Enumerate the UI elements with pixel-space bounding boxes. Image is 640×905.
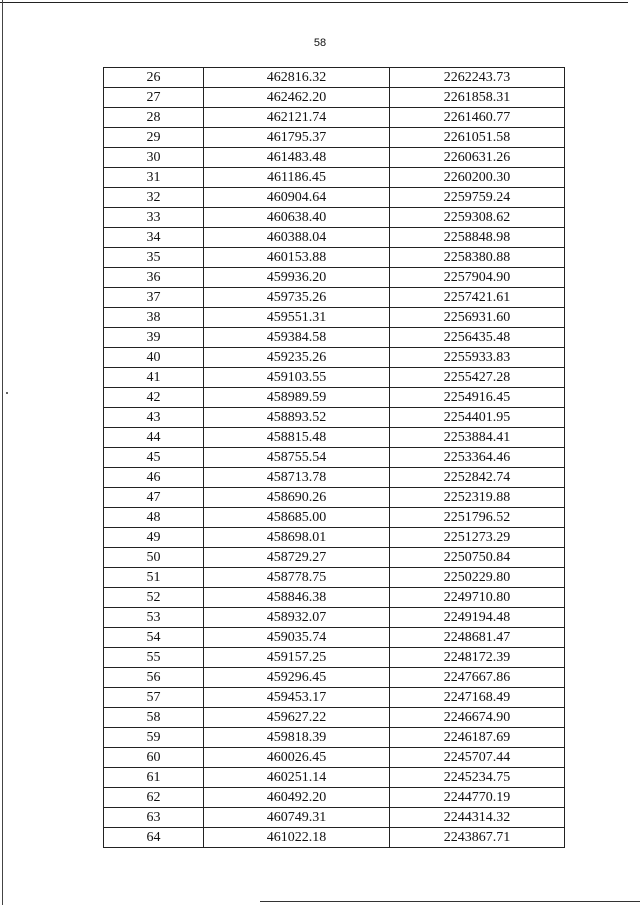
y-coordinate-cell: 2262243.73 xyxy=(390,68,565,88)
coordinates-table xyxy=(103,67,565,848)
point-number-cell: 32 xyxy=(104,188,204,208)
point-number-cell: 59 xyxy=(104,728,204,748)
y-coordinate-cell: 2258380.88 xyxy=(390,248,565,268)
point-number-cell: 38 xyxy=(104,308,204,328)
point-number-cell: 41 xyxy=(104,368,204,388)
point-number-cell: 44 xyxy=(104,428,204,448)
coordinates-table-body xyxy=(104,68,565,848)
y-coordinate-cell: 2251273.29 xyxy=(390,528,565,548)
x-coordinate-cell: 462816.32 xyxy=(204,68,390,88)
point-number-cell: 34 xyxy=(104,228,204,248)
point-number-cell: 62 xyxy=(104,788,204,808)
x-coordinate-cell: 459235.26 xyxy=(204,348,390,368)
point-number-cell: 50 xyxy=(104,548,204,568)
table-row xyxy=(104,388,565,408)
y-coordinate-cell: 2249710.80 xyxy=(390,588,565,608)
table-row xyxy=(104,728,565,748)
table-row xyxy=(104,448,565,468)
table-row xyxy=(104,168,565,188)
scan-speck xyxy=(6,392,8,394)
table-row xyxy=(104,748,565,768)
table-row xyxy=(104,348,565,368)
x-coordinate-cell: 461483.48 xyxy=(204,148,390,168)
table-row xyxy=(104,128,565,148)
point-number-cell: 33 xyxy=(104,208,204,228)
x-coordinate-cell: 462462.20 xyxy=(204,88,390,108)
x-coordinate-cell: 458755.54 xyxy=(204,448,390,468)
table-row xyxy=(104,788,565,808)
y-coordinate-cell: 2255933.83 xyxy=(390,348,565,368)
x-coordinate-cell: 459296.45 xyxy=(204,668,390,688)
y-coordinate-cell: 2246187.69 xyxy=(390,728,565,748)
x-coordinate-cell: 460638.40 xyxy=(204,208,390,228)
y-coordinate-cell: 2253364.46 xyxy=(390,448,565,468)
point-number-cell: 42 xyxy=(104,388,204,408)
point-number-cell: 52 xyxy=(104,588,204,608)
x-coordinate-cell: 459551.31 xyxy=(204,308,390,328)
x-coordinate-cell: 461186.45 xyxy=(204,168,390,188)
point-number-cell: 46 xyxy=(104,468,204,488)
table-row xyxy=(104,68,565,88)
table-row xyxy=(104,548,565,568)
table-row xyxy=(104,408,565,428)
left-border-line xyxy=(2,0,3,905)
page-number: 58 xyxy=(313,37,327,49)
y-coordinate-cell: 2260631.26 xyxy=(390,148,565,168)
y-coordinate-cell: 2256931.60 xyxy=(390,308,565,328)
x-coordinate-cell: 458989.59 xyxy=(204,388,390,408)
x-coordinate-cell: 459035.74 xyxy=(204,628,390,648)
x-coordinate-cell: 458846.38 xyxy=(204,588,390,608)
table-row xyxy=(104,588,565,608)
table-row xyxy=(104,188,565,208)
x-coordinate-cell: 459735.26 xyxy=(204,288,390,308)
y-coordinate-cell: 2261051.58 xyxy=(390,128,565,148)
table-row xyxy=(104,108,565,128)
x-coordinate-cell: 460026.45 xyxy=(204,748,390,768)
point-number-cell: 31 xyxy=(104,168,204,188)
table-row xyxy=(104,768,565,788)
x-coordinate-cell: 458778.75 xyxy=(204,568,390,588)
point-number-cell: 35 xyxy=(104,248,204,268)
point-number-cell: 64 xyxy=(104,828,204,848)
table-row xyxy=(104,648,565,668)
table-row xyxy=(104,368,565,388)
point-number-cell: 63 xyxy=(104,808,204,828)
y-coordinate-cell: 2247168.49 xyxy=(390,688,565,708)
bottom-border-line xyxy=(260,901,640,902)
table-row xyxy=(104,248,565,268)
point-number-cell: 30 xyxy=(104,148,204,168)
y-coordinate-cell: 2246674.90 xyxy=(390,708,565,728)
x-coordinate-cell: 460153.88 xyxy=(204,248,390,268)
y-coordinate-cell: 2251796.52 xyxy=(390,508,565,528)
point-number-cell: 54 xyxy=(104,628,204,648)
x-coordinate-cell: 458729.27 xyxy=(204,548,390,568)
point-number-cell: 48 xyxy=(104,508,204,528)
y-coordinate-cell: 2259308.62 xyxy=(390,208,565,228)
x-coordinate-cell: 459103.55 xyxy=(204,368,390,388)
y-coordinate-cell: 2253884.41 xyxy=(390,428,565,448)
table-row xyxy=(104,688,565,708)
table-row xyxy=(104,668,565,688)
point-number-cell: 26 xyxy=(104,68,204,88)
y-coordinate-cell: 2252842.74 xyxy=(390,468,565,488)
x-coordinate-cell: 458815.48 xyxy=(204,428,390,448)
y-coordinate-cell: 2258848.98 xyxy=(390,228,565,248)
y-coordinate-cell: 2260200.30 xyxy=(390,168,565,188)
point-number-cell: 51 xyxy=(104,568,204,588)
point-number-cell: 29 xyxy=(104,128,204,148)
x-coordinate-cell: 461022.18 xyxy=(204,828,390,848)
y-coordinate-cell: 2244770.19 xyxy=(390,788,565,808)
point-number-cell: 27 xyxy=(104,88,204,108)
x-coordinate-cell: 460388.04 xyxy=(204,228,390,248)
table-row xyxy=(104,268,565,288)
y-coordinate-cell: 2254401.95 xyxy=(390,408,565,428)
table-row xyxy=(104,608,565,628)
table-row xyxy=(104,568,565,588)
x-coordinate-cell: 458893.52 xyxy=(204,408,390,428)
y-coordinate-cell: 2257904.90 xyxy=(390,268,565,288)
point-number-cell: 57 xyxy=(104,688,204,708)
point-number-cell: 45 xyxy=(104,448,204,468)
top-border-line xyxy=(0,2,628,3)
table-row xyxy=(104,808,565,828)
table-row xyxy=(104,308,565,328)
x-coordinate-cell: 462121.74 xyxy=(204,108,390,128)
table-row xyxy=(104,628,565,648)
point-number-cell: 40 xyxy=(104,348,204,368)
point-number-cell: 60 xyxy=(104,748,204,768)
y-coordinate-cell: 2243867.71 xyxy=(390,828,565,848)
x-coordinate-cell: 459936.20 xyxy=(204,268,390,288)
point-number-cell: 53 xyxy=(104,608,204,628)
y-coordinate-cell: 2261460.77 xyxy=(390,108,565,128)
table-row xyxy=(104,88,565,108)
point-number-cell: 49 xyxy=(104,528,204,548)
table-row xyxy=(104,488,565,508)
x-coordinate-cell: 460749.31 xyxy=(204,808,390,828)
x-coordinate-cell: 459453.17 xyxy=(204,688,390,708)
y-coordinate-cell: 2244314.32 xyxy=(390,808,565,828)
table-row xyxy=(104,208,565,228)
y-coordinate-cell: 2257421.61 xyxy=(390,288,565,308)
y-coordinate-cell: 2248172.39 xyxy=(390,648,565,668)
y-coordinate-cell: 2259759.24 xyxy=(390,188,565,208)
x-coordinate-cell: 459818.39 xyxy=(204,728,390,748)
x-coordinate-cell: 459157.25 xyxy=(204,648,390,668)
table-row xyxy=(104,288,565,308)
x-coordinate-cell: 460251.14 xyxy=(204,768,390,788)
table-row xyxy=(104,148,565,168)
table-row xyxy=(104,228,565,248)
x-coordinate-cell: 459627.22 xyxy=(204,708,390,728)
point-number-cell: 61 xyxy=(104,768,204,788)
point-number-cell: 55 xyxy=(104,648,204,668)
point-number-cell: 37 xyxy=(104,288,204,308)
point-number-cell: 28 xyxy=(104,108,204,128)
y-coordinate-cell: 2256435.48 xyxy=(390,328,565,348)
x-coordinate-cell: 458698.01 xyxy=(204,528,390,548)
table-row xyxy=(104,708,565,728)
x-coordinate-cell: 458713.78 xyxy=(204,468,390,488)
y-coordinate-cell: 2245707.44 xyxy=(390,748,565,768)
x-coordinate-cell: 458685.00 xyxy=(204,508,390,528)
x-coordinate-cell: 458932.07 xyxy=(204,608,390,628)
y-coordinate-cell: 2249194.48 xyxy=(390,608,565,628)
x-coordinate-cell: 458690.26 xyxy=(204,488,390,508)
point-number-cell: 39 xyxy=(104,328,204,348)
point-number-cell: 43 xyxy=(104,408,204,428)
table-row xyxy=(104,528,565,548)
y-coordinate-cell: 2252319.88 xyxy=(390,488,565,508)
point-number-cell: 56 xyxy=(104,668,204,688)
table-row xyxy=(104,508,565,528)
y-coordinate-cell: 2255427.28 xyxy=(390,368,565,388)
table-row xyxy=(104,428,565,448)
point-number-cell: 58 xyxy=(104,708,204,728)
y-coordinate-cell: 2250750.84 xyxy=(390,548,565,568)
y-coordinate-cell: 2248681.47 xyxy=(390,628,565,648)
y-coordinate-cell: 2250229.80 xyxy=(390,568,565,588)
table-row xyxy=(104,468,565,488)
x-coordinate-cell: 460492.20 xyxy=(204,788,390,808)
y-coordinate-cell: 2247667.86 xyxy=(390,668,565,688)
y-coordinate-cell: 2261858.31 xyxy=(390,88,565,108)
y-coordinate-cell: 2245234.75 xyxy=(390,768,565,788)
point-number-cell: 36 xyxy=(104,268,204,288)
x-coordinate-cell: 461795.37 xyxy=(204,128,390,148)
x-coordinate-cell: 459384.58 xyxy=(204,328,390,348)
x-coordinate-cell: 460904.64 xyxy=(204,188,390,208)
table-row xyxy=(104,328,565,348)
y-coordinate-cell: 2254916.45 xyxy=(390,388,565,408)
point-number-cell: 47 xyxy=(104,488,204,508)
table-row xyxy=(104,828,565,848)
